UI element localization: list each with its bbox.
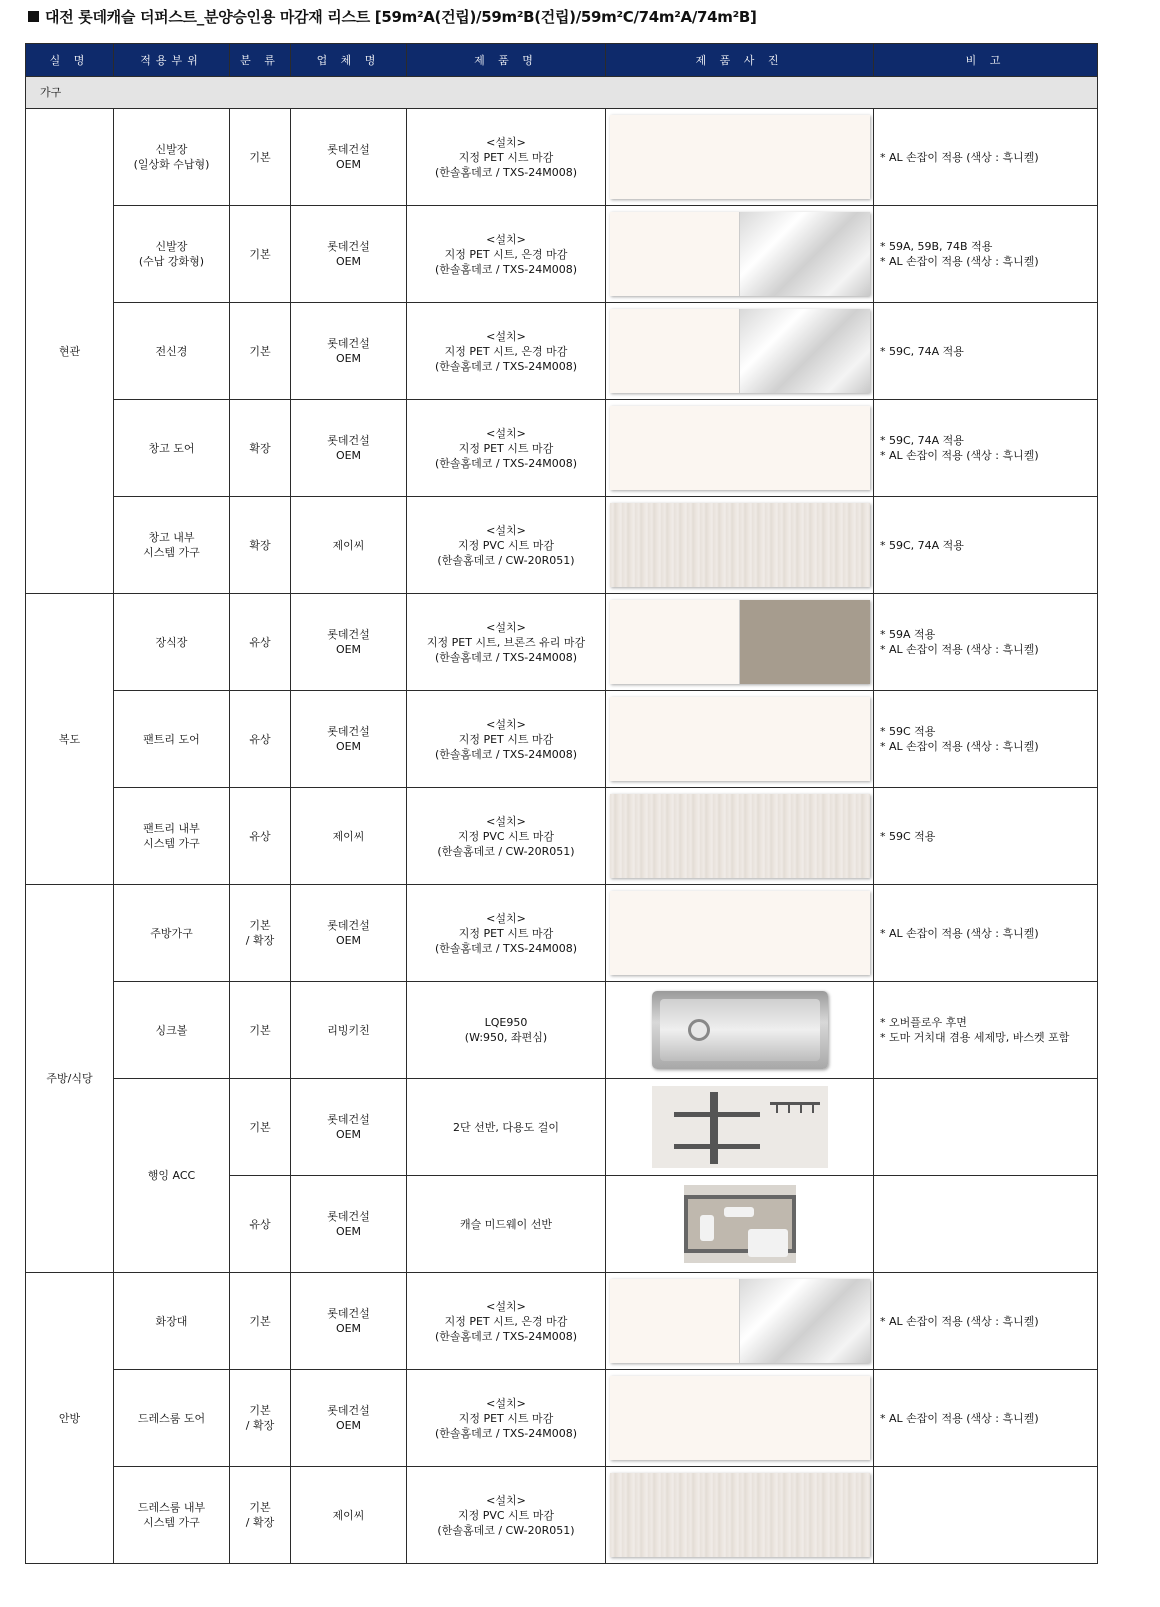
part-cell: 드레스룸 도어 xyxy=(114,1370,230,1467)
ivory-bronze-swatch xyxy=(610,600,870,684)
notes-cell: * AL 손잡이 적용 (색상 : 흑니켈) xyxy=(874,109,1098,206)
vendor-cell: 제이씨 xyxy=(291,1467,407,1564)
notes-cell: * 59A 적용 * AL 손잡이 적용 (색상 : 흑니켈) xyxy=(874,594,1098,691)
table-row xyxy=(26,497,1098,594)
notes-cell: * 59C 적용 * AL 손잡이 적용 (색상 : 흑니켈) xyxy=(874,691,1098,788)
category-label: 가구 xyxy=(26,77,1098,109)
sink-bowl-image xyxy=(652,991,828,1069)
product-cell: <설치> 지정 PVC 시트 마감 (한솔홈데코 / CW-20R051) xyxy=(407,497,606,594)
vendor-cell: 롯데건설 OEM xyxy=(291,594,407,691)
photo-cell xyxy=(606,497,874,594)
photo-cell xyxy=(606,400,874,497)
notes-cell: * 59C, 74A 적용 * AL 손잡이 적용 (색상 : 흑니켈) xyxy=(874,400,1098,497)
vendor-cell: 리빙키친 xyxy=(291,982,407,1079)
product-cell: <설치> 지정 PET 시트, 은경 마감 (한솔홈데코 / TXS-24M008) xyxy=(407,1273,606,1370)
part-cell: 창고 도어 xyxy=(114,400,230,497)
vendor-cell: 롯데건설 OEM xyxy=(291,1176,407,1273)
product-cell: 캐슬 미드웨이 선반 xyxy=(407,1176,606,1273)
product-cell: <설치> 지정 PET 시트 마감 (한솔홈데코 / TXS-24M008) xyxy=(407,691,606,788)
product-cell: <설치> 지정 PET 시트 마감 (한솔홈데코 / TXS-24M008) xyxy=(407,400,606,497)
vendor-cell: 롯데건설 OEM xyxy=(291,1370,407,1467)
part-cell: 팬트리 내부 시스템 가구 xyxy=(114,788,230,885)
header-photo: 제 품 사 진 xyxy=(606,44,874,77)
notes-cell: * 59C 적용 xyxy=(874,788,1098,885)
table-row xyxy=(26,109,1098,206)
class-cell: 기본 xyxy=(230,1079,291,1176)
photo-cell xyxy=(606,1467,874,1564)
table-row xyxy=(26,1370,1098,1467)
vendor-cell: 롯데건설 OEM xyxy=(291,400,407,497)
part-cell: 창고 내부 시스템 가구 xyxy=(114,497,230,594)
ivory-sheet-swatch xyxy=(610,115,870,199)
photo-cell xyxy=(606,885,874,982)
product-cell: <설치> 지정 PET 시트 마감 (한솔홈데코 / TXS-24M008) xyxy=(407,1370,606,1467)
vendor-cell: 제이씨 xyxy=(291,788,407,885)
product-cell: <설치> 지정 PVC 시트 마감 (한솔홈데코 / CW-20R051) xyxy=(407,788,606,885)
class-cell: 유상 xyxy=(230,691,291,788)
wood-pvc-swatch xyxy=(610,503,870,587)
photo-cell xyxy=(606,1273,874,1370)
class-cell: 기본 / 확장 xyxy=(230,1370,291,1467)
table-row xyxy=(26,594,1098,691)
product-cell: <설치> 지정 PET 시트 마감 (한솔홈데코 / TXS-24M008) xyxy=(407,109,606,206)
class-cell: 유상 xyxy=(230,788,291,885)
class-cell: 기본 xyxy=(230,1273,291,1370)
product-cell: <설치> 지정 PET 시트, 은경 마감 (한솔홈데코 / TXS-24M008) xyxy=(407,206,606,303)
ivory-sheet-swatch xyxy=(610,891,870,975)
room-cell: 안방 xyxy=(26,1273,114,1564)
ivory-sheet-swatch xyxy=(610,697,870,781)
part-cell: 화장대 xyxy=(114,1273,230,1370)
table-row xyxy=(26,788,1098,885)
table-row xyxy=(26,885,1098,982)
notes-cell xyxy=(874,1467,1098,1564)
notes-cell: * AL 손잡이 적용 (색상 : 흑니켈) xyxy=(874,1273,1098,1370)
photo-cell xyxy=(606,1370,874,1467)
page-title: 대전 롯데캐슬 더퍼스트_분양승인용 마감재 리스트 [59m²A(건립)/59m²B(건립)/59m²C/74m²A/74m²B] xyxy=(28,6,757,27)
photo-cell xyxy=(606,691,874,788)
class-cell: 기본 / 확장 xyxy=(230,1467,291,1564)
header-vendor: 업 체 명 xyxy=(291,44,407,77)
ivory-sheet-swatch xyxy=(610,1376,870,1460)
header-product: 제 품 명 xyxy=(407,44,606,77)
class-cell: 기본 xyxy=(230,206,291,303)
photo-cell xyxy=(606,788,874,885)
table-row xyxy=(26,691,1098,788)
part-cell: 신발장 (수납 강화형) xyxy=(114,206,230,303)
table-row xyxy=(26,400,1098,497)
header-room: 실 명 xyxy=(26,44,114,77)
finish-material-table xyxy=(25,43,1098,1564)
midway-shelf-image xyxy=(684,1185,796,1263)
class-cell: 확장 xyxy=(230,497,291,594)
vendor-cell: 롯데건설 OEM xyxy=(291,691,407,788)
photo-cell xyxy=(606,594,874,691)
product-cell: <설치> 지정 PET 시트 마감 (한솔홈데코 / TXS-24M008) xyxy=(407,885,606,982)
class-cell: 기본 / 확장 xyxy=(230,885,291,982)
ivory-mirror-swatch xyxy=(610,212,870,296)
table-row xyxy=(26,1079,1098,1176)
photo-cell xyxy=(606,206,874,303)
part-cell: 신발장 (일상화 수납형) xyxy=(114,109,230,206)
product-cell: <설치> 지정 PVC 시트 마감 (한솔홈데코 / CW-20R051) xyxy=(407,1467,606,1564)
vendor-cell: 롯데건설 OEM xyxy=(291,206,407,303)
table-row xyxy=(26,303,1098,400)
room-cell: 복도 xyxy=(26,594,114,885)
table-row xyxy=(26,982,1098,1079)
notes-cell: * 오버플로우 후면 * 도마 거치대 겸용 세제망, 바스켓 포함 xyxy=(874,982,1098,1079)
product-cell: <설치> 지정 PET 시트, 은경 마감 (한솔홈데코 / TXS-24M008) xyxy=(407,303,606,400)
notes-cell xyxy=(874,1176,1098,1273)
vendor-cell: 롯데건설 OEM xyxy=(291,1079,407,1176)
photo-cell xyxy=(606,1176,874,1273)
ivory-mirror-swatch xyxy=(610,309,870,393)
header-part: 적용부위 xyxy=(114,44,230,77)
photo-cell xyxy=(606,1079,874,1176)
product-cell: LQE950 (W:950, 좌편심) xyxy=(407,982,606,1079)
vendor-cell: 롯데건설 OEM xyxy=(291,109,407,206)
product-cell: <설치> 지정 PET 시트, 브론즈 유리 마감 (한솔홈데코 / TXS-24M008) xyxy=(407,594,606,691)
vendor-cell: 제이씨 xyxy=(291,497,407,594)
class-cell: 유상 xyxy=(230,594,291,691)
notes-cell: * 59C, 74A 적용 xyxy=(874,497,1098,594)
product-cell: 2단 선반, 다용도 걸이 xyxy=(407,1079,606,1176)
part-cell: 장식장 xyxy=(114,594,230,691)
vendor-cell: 롯데건설 OEM xyxy=(291,303,407,400)
table-row xyxy=(26,1467,1098,1564)
room-cell: 주방/식당 xyxy=(26,885,114,1273)
class-cell: 유상 xyxy=(230,1176,291,1273)
square-bullet-icon xyxy=(28,11,39,22)
table-row xyxy=(26,1273,1098,1370)
part-cell: 드레스룸 내부 시스템 가구 xyxy=(114,1467,230,1564)
vendor-cell: 롯데건설 OEM xyxy=(291,1273,407,1370)
class-cell: 기본 xyxy=(230,109,291,206)
part-cell: 싱크볼 xyxy=(114,982,230,1079)
notes-cell: * 59A, 59B, 74B 적용 * AL 손잡이 적용 (색상 : 흑니켈) xyxy=(874,206,1098,303)
notes-cell xyxy=(874,1079,1098,1176)
notes-cell: * AL 손잡이 적용 (색상 : 흑니켈) xyxy=(874,885,1098,982)
notes-cell: * AL 손잡이 적용 (색상 : 흑니켈) xyxy=(874,1370,1098,1467)
header-class: 분 류 xyxy=(230,44,291,77)
room-cell: 현관 xyxy=(26,109,114,594)
category-row xyxy=(26,77,1098,109)
part-cell: 행잉 ACC xyxy=(114,1079,230,1273)
class-cell: 확장 xyxy=(230,400,291,497)
photo-cell xyxy=(606,982,874,1079)
part-cell: 주방가구 xyxy=(114,885,230,982)
table-row xyxy=(26,206,1098,303)
class-cell: 기본 xyxy=(230,303,291,400)
wood-pvc-swatch xyxy=(610,1473,870,1557)
photo-cell xyxy=(606,109,874,206)
header-notes: 비 고 xyxy=(874,44,1098,77)
notes-cell: * 59C, 74A 적용 xyxy=(874,303,1098,400)
photo-cell xyxy=(606,303,874,400)
vendor-cell: 롯데건설 OEM xyxy=(291,885,407,982)
hanging-shelf-image xyxy=(652,1086,828,1168)
part-cell: 팬트리 도어 xyxy=(114,691,230,788)
wood-pvc-swatch xyxy=(610,794,870,878)
part-cell: 전신경 xyxy=(114,303,230,400)
ivory-mirror-swatch xyxy=(610,1279,870,1363)
header-row xyxy=(26,44,1098,77)
class-cell: 기본 xyxy=(230,982,291,1079)
ivory-sheet-swatch xyxy=(610,406,870,490)
